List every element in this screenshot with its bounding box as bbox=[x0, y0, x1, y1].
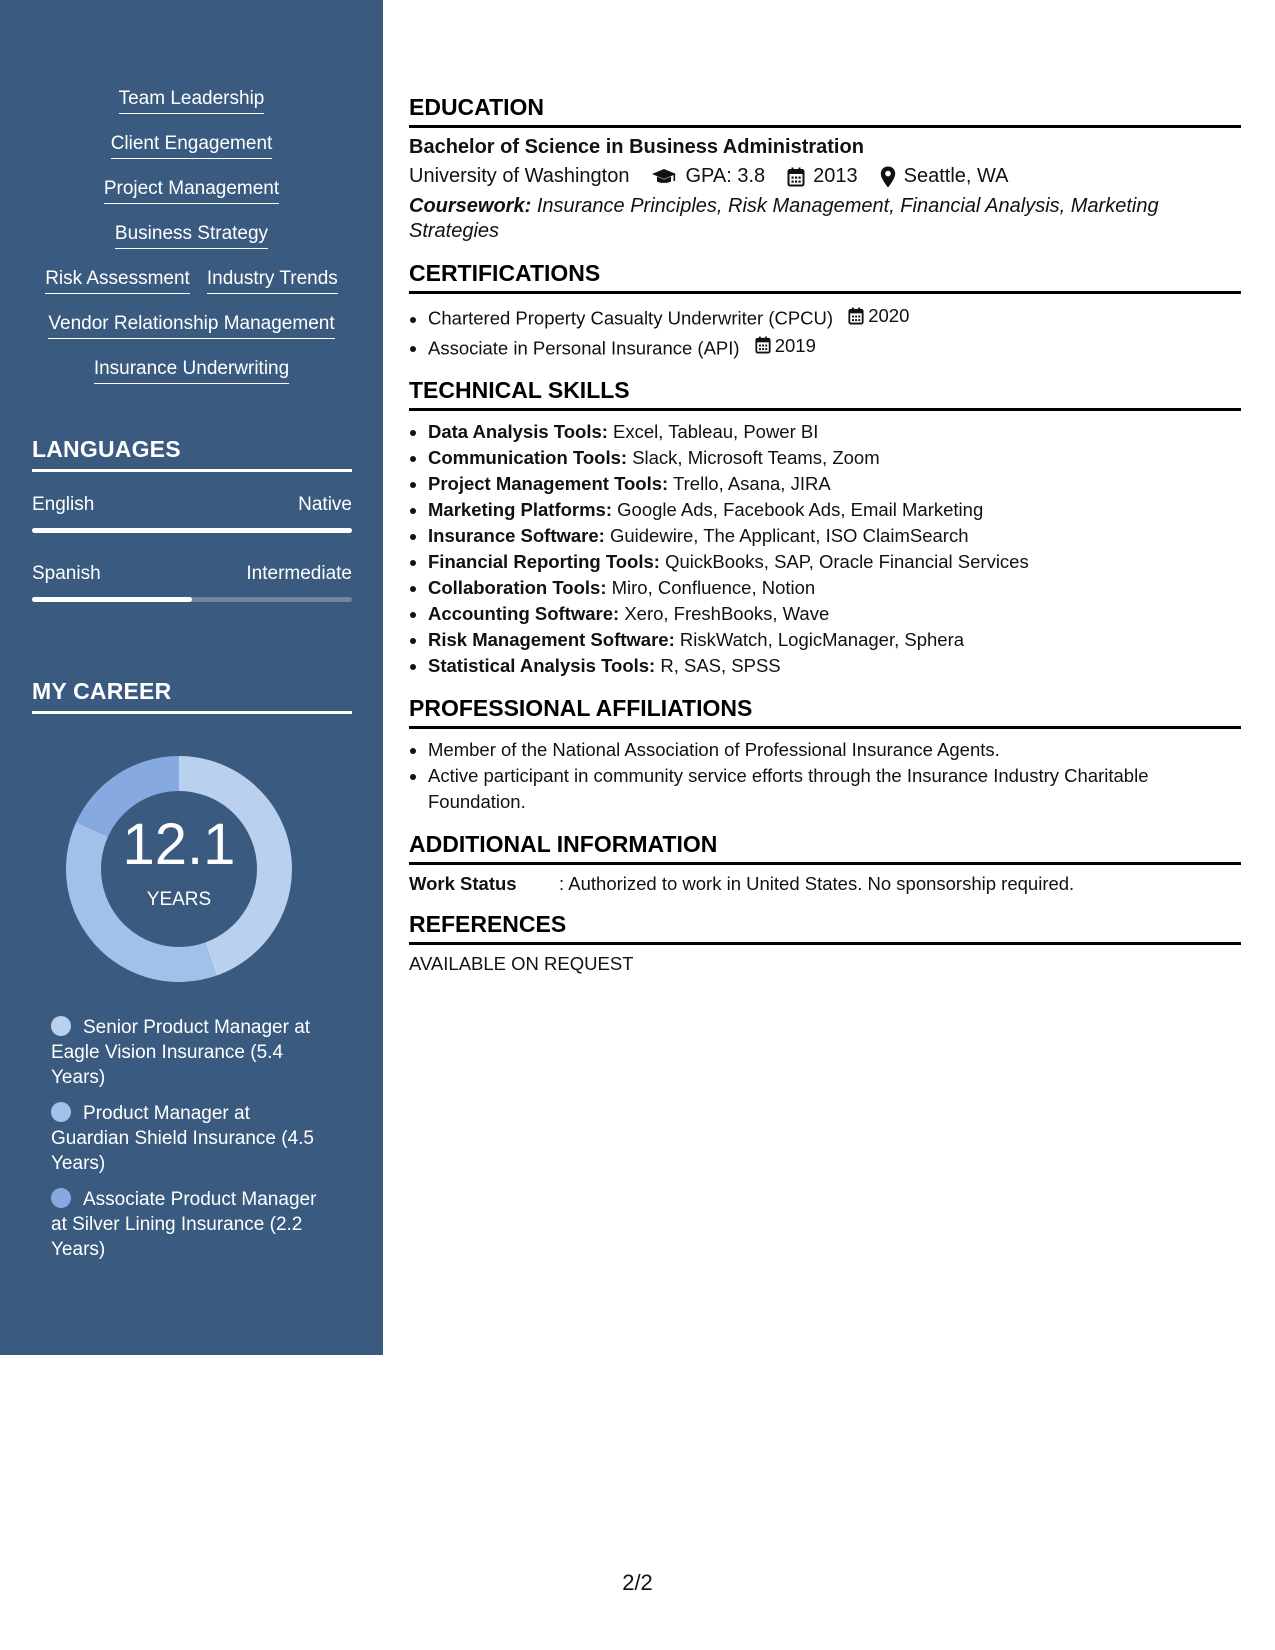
skill-row bbox=[0, 221, 383, 266]
skill-tools: Google Ads, Facebook Ads, Email Marketing bbox=[617, 499, 984, 520]
school-location: Seattle, WA bbox=[903, 165, 1009, 187]
section-title: EDUCATION bbox=[409, 94, 1241, 128]
skill-tools: Guidewire, The Applicant, ISO ClaimSearch bbox=[609, 525, 969, 546]
graduation-cap-icon bbox=[651, 168, 677, 186]
language-bar bbox=[32, 597, 352, 602]
education-meta bbox=[409, 165, 1241, 188]
calendar-icon bbox=[755, 336, 771, 354]
skill-row bbox=[0, 356, 383, 401]
career-item-text: Associate Product Manager at Silver Lining Insurance (2.2 Years) bbox=[51, 1189, 317, 1260]
certification-name: Chartered Property Casualty Underwriter (CPCU) bbox=[428, 307, 834, 329]
calendar-icon bbox=[787, 167, 805, 187]
career-total-years: 12.1 bbox=[122, 812, 236, 877]
technical-skill-item bbox=[428, 471, 1241, 497]
skill-tag: Industry Trends bbox=[207, 266, 338, 294]
additional-info-section bbox=[409, 831, 1241, 895]
language-bar bbox=[32, 528, 352, 533]
career-item-text: Product Manager at Guardian Shield Insurance (4.5 Years) bbox=[51, 1103, 314, 1174]
affiliation-item: • Active participant in community service efforts through the Insurance Industry Charitable Foundation. bbox=[428, 763, 1241, 815]
section-title: PROFESSIONAL AFFILIATIONS bbox=[409, 695, 1241, 729]
skill-tag: Team Leadership bbox=[119, 86, 265, 114]
education-section bbox=[409, 94, 1241, 244]
gpa: GPA: 3.8 bbox=[685, 165, 766, 187]
language-name: Spanish bbox=[32, 563, 101, 584]
skills-list bbox=[0, 86, 383, 401]
coursework-text: Insurance Principles, Risk Management, Financial Analysis, Marketing Strategies bbox=[409, 195, 1159, 242]
skill-tag: Business Strategy bbox=[115, 221, 268, 249]
location-pin-icon bbox=[880, 166, 896, 188]
skill-tools: R, SAS, SPSS bbox=[660, 655, 781, 676]
technical-skill-item bbox=[428, 445, 1241, 471]
skill-tag: Client Engagement bbox=[111, 131, 273, 159]
technical-skill-item bbox=[428, 601, 1241, 627]
section-title: REFERENCES bbox=[409, 911, 1241, 945]
skill-row bbox=[0, 311, 383, 356]
skill-row bbox=[0, 86, 383, 131]
career-heading: MY CAREER bbox=[32, 678, 352, 714]
references-section bbox=[409, 911, 1241, 975]
languages-heading: LANGUAGES bbox=[32, 436, 352, 472]
technical-skill-item bbox=[428, 575, 1241, 601]
career-item bbox=[51, 1015, 331, 1090]
skill-row bbox=[0, 266, 383, 311]
certification-item bbox=[428, 332, 1241, 362]
technical-skills-list bbox=[409, 419, 1241, 679]
main-content bbox=[409, 94, 1241, 991]
language-level: Intermediate bbox=[246, 563, 352, 584]
skill-category: Project Management Tools: bbox=[428, 473, 669, 494]
skill-tools: Xero, FreshBooks, Wave bbox=[624, 603, 830, 624]
skill-category: Communication Tools: bbox=[428, 447, 628, 468]
skill-row bbox=[0, 176, 383, 221]
certification-year: 2020 bbox=[868, 305, 910, 326]
graduation-year: 2013 bbox=[813, 165, 858, 187]
technical-skill-item bbox=[428, 653, 1241, 679]
legend-dot-icon bbox=[51, 1016, 71, 1036]
skill-tag: Risk Assessment bbox=[45, 266, 190, 294]
career-item bbox=[51, 1187, 331, 1262]
language-bar-fill bbox=[32, 528, 352, 533]
certifications-section bbox=[409, 260, 1241, 361]
skill-category: Marketing Platforms: bbox=[428, 499, 613, 520]
language-name: English bbox=[32, 494, 95, 515]
technical-skill-item bbox=[428, 523, 1241, 549]
affiliation-item: • Member of the National Association of Professional Insurance Agents. bbox=[428, 737, 1241, 763]
work-status-label: Work Status bbox=[409, 873, 517, 894]
skill-category: Insurance Software: bbox=[428, 525, 605, 546]
certification-item bbox=[428, 302, 1241, 332]
skill-category: Data Analysis Tools: bbox=[428, 421, 608, 442]
career-item bbox=[51, 1101, 331, 1176]
legend-dot-icon bbox=[51, 1188, 71, 1208]
page-number: 2/2 bbox=[622, 1570, 653, 1595]
skill-category: Accounting Software: bbox=[428, 603, 620, 624]
affiliations-section bbox=[409, 695, 1241, 815]
technical-skills-section bbox=[409, 377, 1241, 679]
technical-skill-item bbox=[428, 497, 1241, 523]
skill-tools: Slack, Microsoft Teams, Zoom bbox=[632, 447, 880, 468]
section-title: ADDITIONAL INFORMATION bbox=[409, 831, 1241, 865]
language-english bbox=[32, 494, 352, 533]
career-total-unit: YEARS bbox=[146, 889, 212, 910]
coursework bbox=[409, 194, 1241, 244]
skill-tools: Trello, Asana, JIRA bbox=[673, 473, 831, 494]
skill-tools: Excel, Tableau, Power BI bbox=[613, 421, 819, 442]
certification-name: Associate in Personal Insurance (API) bbox=[428, 337, 740, 358]
degree-title: Bachelor of Science in Business Administration bbox=[409, 136, 864, 158]
calendar-icon bbox=[848, 307, 864, 325]
certification-list bbox=[409, 302, 1241, 361]
technical-skill-item bbox=[428, 549, 1241, 575]
work-status-row bbox=[409, 873, 1241, 895]
skill-tag: Project Management bbox=[104, 176, 279, 204]
school-name: University of Washington bbox=[409, 165, 630, 187]
skill-tools: RiskWatch, LogicManager, Sphera bbox=[679, 629, 965, 650]
sidebar bbox=[0, 0, 383, 1355]
skill-category: Statistical Analysis Tools: bbox=[428, 655, 656, 676]
section-title: CERTIFICATIONS bbox=[409, 260, 1241, 294]
skill-category: Financial Reporting Tools: bbox=[428, 551, 660, 572]
language-level: Native bbox=[298, 494, 352, 515]
legend-dot-icon bbox=[51, 1102, 71, 1122]
coursework-label: Coursework: bbox=[409, 195, 532, 217]
section-title: TECHNICAL SKILLS bbox=[409, 377, 1241, 411]
language-bar-fill bbox=[32, 597, 192, 602]
technical-skill-item bbox=[428, 419, 1241, 445]
skill-tag: Insurance Underwriting bbox=[94, 356, 289, 384]
certification-year: 2019 bbox=[774, 334, 816, 356]
career-list bbox=[51, 1015, 331, 1273]
technical-skill-item bbox=[428, 627, 1241, 653]
skill-category: Risk Management Software: bbox=[428, 629, 675, 650]
language-spanish bbox=[32, 563, 352, 602]
skill-tag: Vendor Relationship Management bbox=[48, 311, 334, 339]
skill-row bbox=[0, 131, 383, 176]
skill-tools: QuickBooks, SAP, Oracle Financial Services bbox=[665, 551, 1029, 572]
affiliations-list bbox=[409, 737, 1241, 815]
skill-tools: Miro, Confluence, Notion bbox=[611, 577, 816, 598]
career-donut-chart bbox=[66, 756, 292, 982]
references-text: AVAILABLE ON REQUEST bbox=[409, 953, 634, 974]
career-item-text: Senior Product Manager at Eagle Vision Insurance (5.4 Years) bbox=[51, 1017, 311, 1088]
work-status-value: : Authorized to work in United States. No sponsorship required. bbox=[559, 873, 1075, 894]
skill-category: Collaboration Tools: bbox=[428, 577, 607, 598]
